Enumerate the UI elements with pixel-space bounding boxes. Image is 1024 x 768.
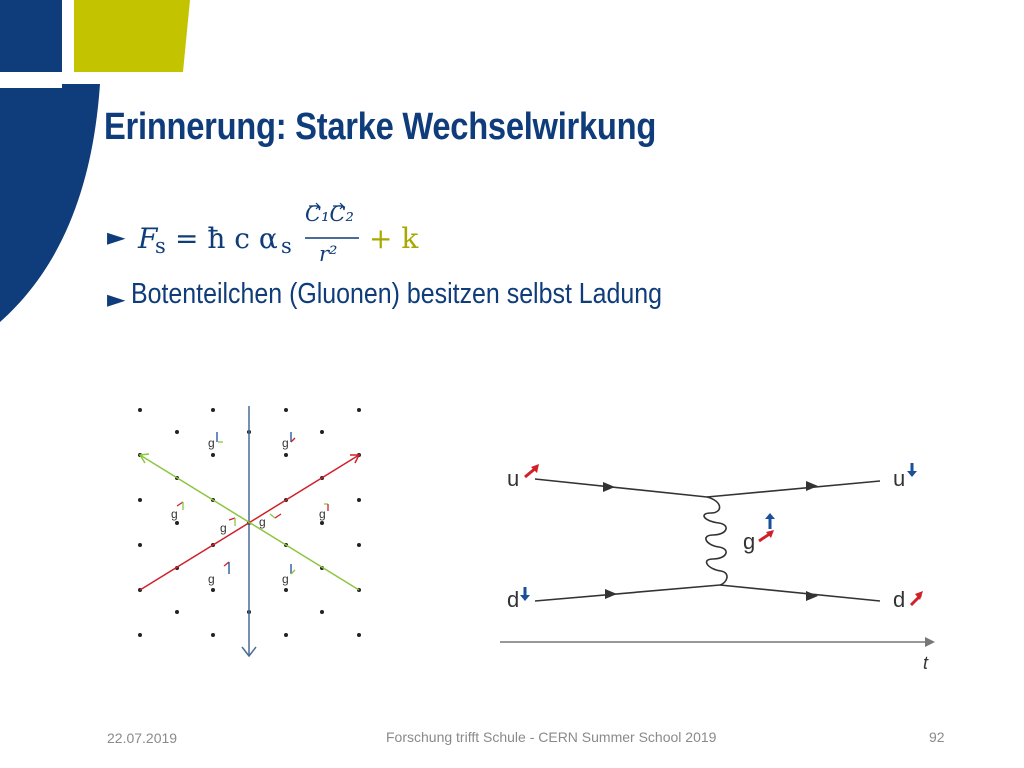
bullet-gluon-charge xyxy=(107,278,749,313)
gluon-label: g xyxy=(208,572,215,586)
gluon-label: g xyxy=(208,436,215,450)
gluon-label: g xyxy=(259,515,266,529)
formula-tail: + k xyxy=(369,222,419,255)
logo-block-curve xyxy=(0,84,100,322)
gluon-label: g xyxy=(319,507,326,521)
time-arrow-icon xyxy=(925,637,935,647)
feynman-diagram xyxy=(495,455,940,675)
footer-title: Forschung trifft Schule - CERN Summer School 2019 xyxy=(386,729,717,745)
label-u-out: u xyxy=(893,466,906,491)
formula-lhs: F xyxy=(138,222,158,255)
gluon-line xyxy=(704,497,727,585)
bullet-text: Botenteilchen (Gluonen) besitzen selbst Ladung xyxy=(131,278,663,310)
formula-denominator: r² xyxy=(319,242,338,266)
time-label: t xyxy=(923,653,929,673)
gluon-weight-diagram xyxy=(125,398,375,663)
gluon-label: g xyxy=(171,507,178,521)
label-d-in: d xyxy=(507,587,520,612)
label-u-in: u xyxy=(507,466,520,491)
label-d-out: d xyxy=(893,587,906,612)
gluon-label: g xyxy=(220,521,227,535)
footer-date: 22.07.2019 xyxy=(107,730,178,746)
slide-title: Erinnerung: Starke Wechselwirkung xyxy=(104,106,657,148)
gluon-label: g xyxy=(282,436,289,450)
bullet-arrow-icon: ► xyxy=(107,223,126,251)
formula-alpha-sub: s xyxy=(281,234,292,258)
bullet-arrow-icon: ► xyxy=(107,284,126,313)
logo-block-yellow xyxy=(74,0,190,72)
label-gluon: g xyxy=(743,529,756,554)
gluon-label: g xyxy=(282,572,289,586)
formula-constants: = ħ c α xyxy=(175,222,278,255)
formula-numerator: C₁C₂ xyxy=(305,202,354,226)
logo-block-top xyxy=(0,0,62,72)
fermion-arrow-icons xyxy=(603,481,818,601)
page-number: 92 xyxy=(929,729,945,745)
formula-lhs-sub: s xyxy=(155,234,166,258)
